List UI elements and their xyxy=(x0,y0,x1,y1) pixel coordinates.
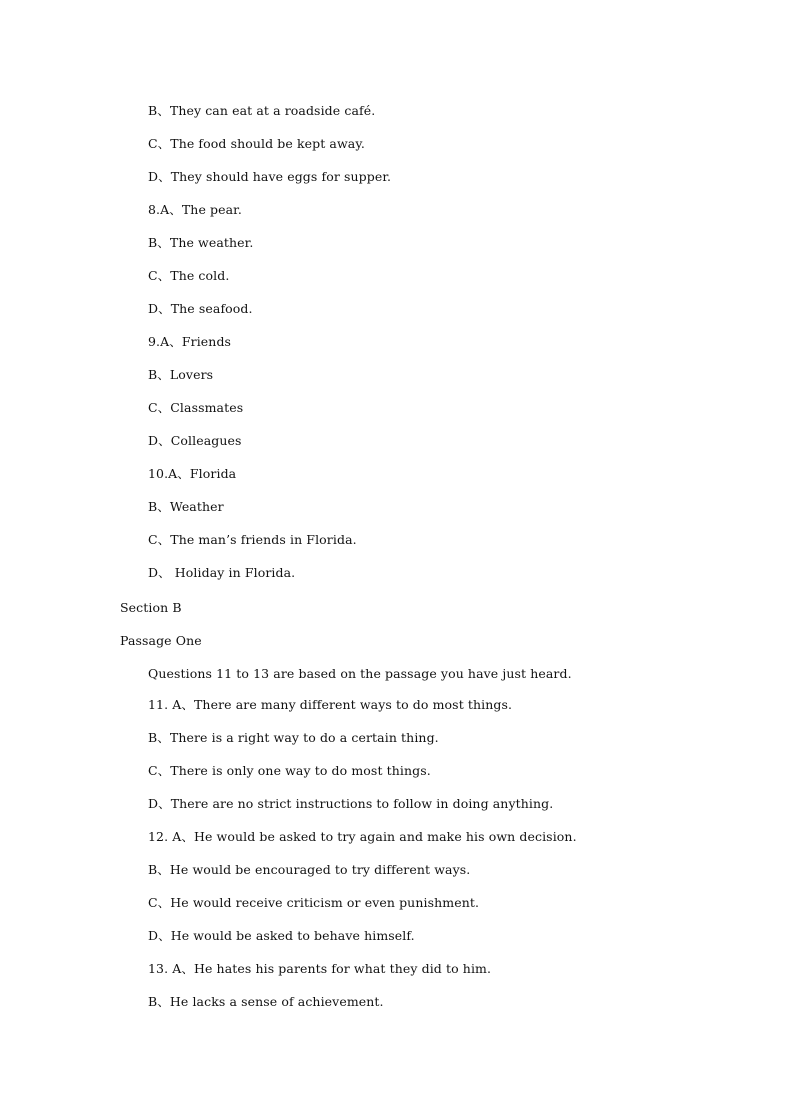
option-10b: B、Weather xyxy=(148,499,224,514)
option-10d: D、 Holiday in Florida. xyxy=(148,565,296,580)
option-7c: C、The food should be kept away. xyxy=(148,136,365,151)
option-11c: C、There is only one way to do most things. xyxy=(148,763,431,778)
option-10c: C、The man’s friends in Florida. xyxy=(148,532,357,547)
option-8b: B、The weather. xyxy=(148,235,254,250)
option-8c: C、The cold. xyxy=(148,268,230,283)
option-11d: D、There are no strict instructions to follow in doing anything. xyxy=(148,796,554,811)
passage-heading: Passage One xyxy=(120,633,202,648)
option-9c: C、Classmates xyxy=(148,400,244,415)
question-13-option-a: 13. A、He hates his parents for what they did to him. xyxy=(148,961,492,976)
question-9-option-a: 9.A、Friends xyxy=(148,334,232,349)
option-12c: C、He would receive criticism or even punishment. xyxy=(148,895,480,910)
question-8-option-a: 8.A、The pear. xyxy=(148,202,242,217)
question-10-option-a: 10.A、Florida xyxy=(148,466,237,481)
option-13b: B、He lacks a sense of achievement. xyxy=(148,994,384,1009)
option-7b: B、They can eat at a roadside café. xyxy=(148,103,376,118)
option-7d: D、They should have eggs for supper. xyxy=(148,169,392,184)
option-8d: D、The seafood. xyxy=(148,301,253,316)
option-11b: B、There is a right way to do a certain thing. xyxy=(148,730,439,745)
option-9d: D、Colleagues xyxy=(148,433,242,448)
option-12d: D、He would be asked to behave himself. xyxy=(148,928,415,943)
option-12b: B、He would be encouraged to try different ways. xyxy=(148,862,471,877)
section-heading: Section B xyxy=(120,600,182,615)
passage-instruction: Questions 11 to 13 are based on the passage you have just heard. xyxy=(148,666,572,681)
question-12-option-a: 12. A、He would be asked to try again and make his own decision. xyxy=(148,829,577,844)
option-9b: B、Lovers xyxy=(148,367,214,382)
question-11-option-a: 11. A、There are many different ways to do most things. xyxy=(148,697,513,712)
